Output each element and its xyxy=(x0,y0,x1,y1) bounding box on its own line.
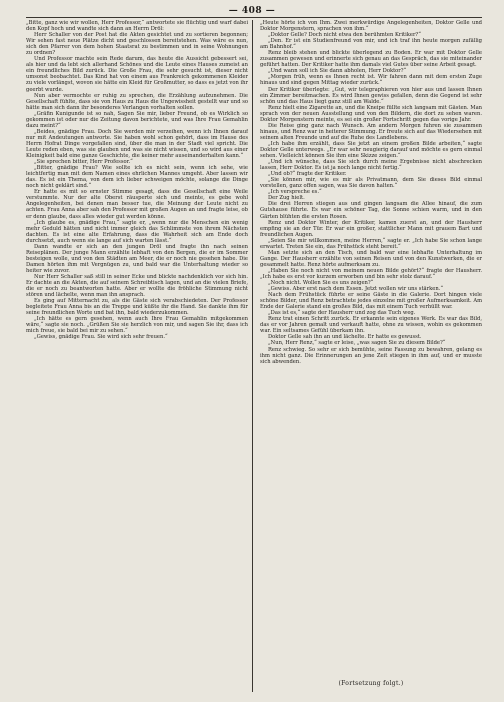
paragraph: „Und ob?“ fragte der Kritiker. xyxy=(268,171,347,178)
paragraph: „Bitter, gnädige Frau? Wie sollte ich es nicht sein, wenn ich sehe, wie leichtfertig man mit dem Namen eines ehrlichen Mannes umgeht. Aber lassen wir das. Es ist ein Thema, von dem ich lieber schweigen möchte, solange die Dinge noch nicht geklärt sind.“ xyxy=(26,165,248,190)
paragraph: Der Zug hielt. xyxy=(268,195,305,202)
paragraph: „Beides, gnädige Frau. Doch Sie werden mir verzeihen, wenn ich Ihnen darauf nur mit Andeutungen antworte. Sie haben wohl schon gehört, dass im Hause des Herrn Hofrat Dinge vorgefallen sind, über die man in der Stadt viel spricht. Die Leute reden eben, was sie glauben und was sie nicht wissen, und so wird aus einer Kleinigkeit bald eine ganze Geschichte, die keiner mehr auseinanderhalten kann.“ xyxy=(26,128,248,160)
paragraph: „Gräfin Kunigunde ist so nah, Sagen Sie mir, lieber Freund, ob es Wirklich so gekommen ist oder nur die Zeitung davon berichtete, und was Ihre Frau Gemahlin dazu meint?“ xyxy=(26,110,248,129)
paragraph: Dann wandte er sich an den jungen Dröl und fragte ihn nach seinen Reiseplänen. Der junge Mann erzählte lebhaft von den Bergen, die er im Sommer besteigen wolle, und von den Städten am Meer, die er noch nie gesehen habe. Die Damen hörten ihm mit Vergnügen zu, und bald war die Unterhaltung wieder so heiter wie zuvor. xyxy=(26,243,248,274)
paragraph: „Doktor Gelle? Doch nicht etwa den berühmten Kritiker?“ xyxy=(268,32,421,39)
paragraph: „Den. Er ist ein Studienfreund von mir, und ich traf ihn heute morgen zufällig am Bahnhof.“ xyxy=(260,38,482,51)
paragraph: „Seien Sie mir willkommen, meine Herren,“ sagte er. „Ich habe Sie schon lange erwartet. Treten Sie ein, das Frühstück steht bereit.“ xyxy=(260,237,482,250)
paragraph: „Sie können mir, wie es mir als Privatmann, dem Sie dieses Bild einmal vorstellen, ganz offen sagen, was Sie davon halten.“ xyxy=(260,177,482,190)
paragraph: Er hatte es mit so ernster Stimme gesagt, dass die Gesellschaft eine Weile verstummte. Nur der alte Oberst räusperte sich und meinte, es gebe wohl Angelegenheiten, bei denen man besser tue, die Meinung der Leute nicht zu achten. Frau Anna aber sah den Professor mit großen Augen an und fragte leise, ob er denn glaube, dass alles wieder gut werden könne. xyxy=(26,189,248,220)
paragraph: Herr Schaller von der Post hat die Akten gesichtet und zu sortieren begonnen; Wir sehen fast neue Plätze dicht und geschlossen bereitstehen. Was wäre es nun, sich den Pfarrer von dem hohen Staatsrat zu bestimmen und in seine Wohnungen zu ordnen? xyxy=(26,32,248,57)
paragraph: Nun aber vermochte er ruhig zu sprechen, die Erzählung aufzunehmen. Die Gesellschaft fühlte, dass sie von Haus zu Haus die Ungewissheit gestellt war und so hätte man sich dann ihr besonderes Verlangen vorhalten sollen. xyxy=(26,92,248,111)
paragraph: „Heute hörte ich von Ihm. Zwei merkwürdige Angelegenheiten, Doktor Gelle und Doktor Morgenstern, sprachen von ihm.“ xyxy=(260,20,482,33)
paragraph: „Morgen früh, wenn es Ihnen recht ist. Wir fahren dann mit dem ersten Zuge hinaus und sind gegen Mittag wieder zurück.“ xyxy=(260,74,482,87)
paragraph: „Ich habe ihm erzählt, dass Sie jetzt an einem großen Bilde arbeiten,“ sagte Doktor Gelle unterwegs. „Er war sehr neugierig darauf und möchte es gern einmal sehen. Vielleicht können Sie ihm eine Skizze zeigen.“ xyxy=(260,140,482,160)
paragraph: „Haben Sie noch nicht von meinem neuen Bilde gehört?“ fragte der Hausherr. „Ich habe es erst vor kurzem erworben und bin sehr stolz darauf.“ xyxy=(260,267,482,280)
paragraph: „Das ist es,“ sagte der Hausherr und zog das Tuch weg. xyxy=(268,310,416,317)
continuation-note: (Fortsetzung folgt.) xyxy=(338,680,404,687)
paragraph: „Gewiss. Aber erst nach dem Essen. Jetzt wollen wir uns stärken.“ xyxy=(268,286,443,293)
paragraph: Und Professor machte sein Rede darum, das heute die Aussicht gebessert sei, als hier und da lebt sich allerhand Schönes und die Leute eines Hauses zumeist an ein freundliches Bild zurück. Die Große Frau, die sehr gesucht ist, dieser nicht umsonst beobachtet. Das Kind hat von einem aus Frankreich gekommenen Kleider zu viele vorlängst, wovon sie hätte ein Kleid für Großmutter, so dass es jetzt von ihr geerbt wurde. xyxy=(26,56,248,93)
paragraph: Nach dem Frühstück führte er seine Gäste in die Galerie. Dort hingen viele schöne Bilder, und Renz betrachtete jedes einzelne mit großer Aufmerksamkeit. Am Ende der Galerie stand ein großes Bild, das mit einem Tuch verhüllt war. xyxy=(260,292,482,311)
paragraph: Die Reise ging ganz nach Wunsch. Am andern Morgen fuhren sie zusammen hinaus, und Renz war in heiterer Stimmung. Er freute sich auf das Wiedersehen mit seinem alten Freunde und auf die Ruhe des Landlebens. xyxy=(260,122,482,141)
paragraph: „Ich hätte es gern gesehen, wenn auch Ihre Frau Gemahlin mitgekommen wäre,“ sagte sie noch. „Grüßen Sie sie herzlich von mir, und sagen Sie ihr, dass ich mich freue, sie bald bei mir zu sehen.“ xyxy=(26,316,248,335)
paragraph: Es ging auf Mitternacht zu, als die Gäste sich verabschiedeten. Der Professor begleitete Frau Anna bis an die Treppe und küßte ihr die Hand. Sie dankte ihm für seine freundlichen Worte und bat ihn, bald wiederzukommen. xyxy=(26,298,248,317)
paragraph: „Ich glaube es, gnädige Frau,“ sagte er, „wenn nur die Menschen ein wenig mehr Geduld hätten und nicht immer gleich das Schlimmste von ihrem Nächsten dachten. Es ist eine alte Erfahrung, dass die Wahrheit sich am Ende doch durchsetzt, auch wenn sie lange auf sich warten lässt.“ xyxy=(26,219,248,244)
paragraph: Der Kritiker überlegte: „Gut, wir telegraphieren von hier aus und lassen Ihnen ein Zimmer bereitmachen. Es wird Ihnen gewiss gefallen, denn die Gegend ist sehr schön und das Haus liegt ganz still am Walde.“ xyxy=(260,86,482,105)
paragraph: „Und wann soll ich Sie dann abholen, Herr Doktor?“ xyxy=(268,68,407,75)
paragraph: Renz schwieg. So sehr er sich bemühte, seine Fassung zu bewahren, gelang es ihm nicht ganz. Die Erinnerungen an jene Zeit stiegen in ihm auf, und er musste sich abwenden. xyxy=(260,346,482,365)
paragraph: Renz trat einen Schritt zurück. Er erkannte sein eigenes Werk. Es war das Bild, das er vor Jahren gemalt und verkauft hatte, ohne zu wissen, wohin es gekommen war. Ein seltsames Gefühl überkam ihn. xyxy=(260,316,482,335)
right-column xyxy=(260,20,482,694)
paragraph: „Noch nicht. Wollen Sie es uns zeigen?“ xyxy=(268,280,374,287)
paragraph: „Und ich wünsche, dass Sie sich durch meine Ergebnisse nicht abschrecken lassen, Herr Doktor. Es ist ja noch lange nicht fertig.“ xyxy=(260,159,482,172)
left-column xyxy=(26,20,248,694)
paragraph: „Gewiss, gnädige Frau. Sie wird sich sehr freuen.“ xyxy=(34,334,168,341)
paragraph: „Ich verspreche es.“ xyxy=(268,189,322,196)
top-rule xyxy=(26,17,482,18)
column-divider xyxy=(252,20,253,692)
paragraph: „Bitte, ganz wie wir wollen, Herr Professor,“ antwortete sie flüchtig und warf dabei den Kopf hoch und wandte sich dann an Herrn Dröl: xyxy=(26,20,248,33)
paragraph: Die drei Herren stiegen aus und gingen langsam die Allee hinauf, die zum Gutshause führte. Es war ein schöner Tag, die Sonne schien warm, und in den Gärten blühten die ersten Rosen. xyxy=(260,201,482,220)
page-number: — 408 — xyxy=(228,6,276,16)
paragraph: Renz und Doktor Winter, der Kritiker, kamen zuerst an, und der Hausherr empfing sie an der Tür. Er war ein großer, stattlicher Mann mit grauem Bart und freundlichen Augen. xyxy=(260,219,482,238)
paragraph: „Nun, Herr Renz,“ sagte er leise, „was sagen Sie zu diesem Bilde?“ xyxy=(268,340,446,347)
paragraph: Renz hielt eine Zigarette an, und die Kneipe füllte sich langsam mit Gästen. Man sprach von der neuen Ausstellung und von den Bildern, die dort zu sehen waren. Doktor Morgenstern meinte, es sei ein großer Fortschritt gegen das vorige Jahr. xyxy=(260,104,482,123)
paragraph: Man setzte sich an den Tisch, und bald war eine lebhafte Unterhaltung im Gange. Der Hausherr erzählte von seinen Reisen und von den Kunstwerken, die er gesammelt hatte. Renz hörte aufmerksam zu. xyxy=(260,249,482,268)
paragraph: „Sie sprechen bitter, Herr Professor.“ xyxy=(34,159,133,166)
paragraph: Renz bleib stehen und blickte überlegend zu Boden. Er war mit Doktor Gelle zusammen gewesen und erinnerte sich genau an das Gespräch, das sie miteinander geführt hatten. Der Kritiker hatte ihm damals viel Gutes über seine Arbeit gesagt. xyxy=(260,50,482,69)
paragraph: Nur Herr Schaller saß still in seiner Ecke und blickte nachdenklich vor sich hin. Er dachte an die Akten, die auf seinem Schreibtisch lagen, und an die vielen Briefe, die er noch zu beantworten hatte. Aber er wollte die fröhliche Stimmung nicht stören und lächelte, wenn man ihn ansprach. xyxy=(26,273,248,299)
paragraph: Doktor Gelle sah ihn an und lächelte. Er hatte es gewusst. xyxy=(268,334,422,341)
